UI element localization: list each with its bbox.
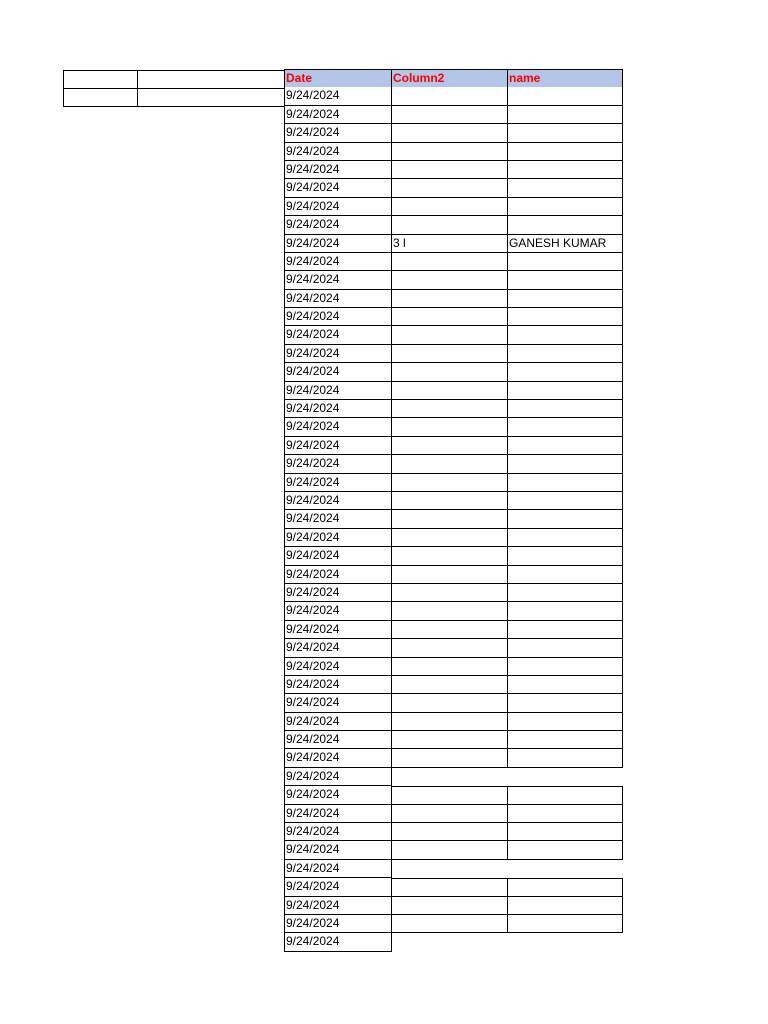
table-row: [284, 437, 623, 455]
column2-cell[interactable]: [391, 749, 507, 767]
table-row: [284, 455, 623, 473]
column2-cell[interactable]: [391, 860, 507, 878]
table-row: [284, 400, 623, 418]
column2-cell[interactable]: [391, 933, 507, 951]
date-cell[interactable]: 9/24/2024: [284, 566, 391, 584]
date-cell[interactable]: 9/24/2024: [284, 492, 391, 510]
name-cell[interactable]: [507, 161, 623, 179]
header-column2[interactable]: Column2: [391, 69, 507, 87]
column2-cell[interactable]: [391, 602, 507, 620]
name-cell[interactable]: [507, 326, 623, 344]
name-cell[interactable]: [507, 676, 623, 694]
table-row: [284, 897, 623, 915]
column2-cell[interactable]: [391, 658, 507, 676]
column2-cell[interactable]: [391, 510, 507, 528]
table-row: [284, 235, 623, 253]
name-cell[interactable]: [507, 510, 623, 528]
date-cell[interactable]: 9/24/2024: [284, 897, 391, 915]
table-row: [284, 143, 623, 161]
side-table-row: [64, 89, 285, 107]
table-row: [284, 492, 623, 510]
date-cell[interactable]: 9/24/2024: [284, 639, 391, 657]
column2-cell[interactable]: [391, 731, 507, 749]
name-cell[interactable]: [507, 87, 623, 105]
table-row: [284, 382, 623, 400]
table-row: [284, 547, 623, 565]
table-row: [284, 271, 623, 289]
date-cell[interactable]: 9/24/2024: [284, 933, 391, 951]
date-cell[interactable]: 9/24/2024: [284, 878, 391, 896]
date-cell[interactable]: 9/24/2024: [284, 529, 391, 547]
date-cell[interactable]: 9/24/2024: [284, 271, 391, 289]
name-cell[interactable]: [507, 805, 623, 823]
column2-cell[interactable]: [391, 124, 507, 142]
side-table-cell[interactable]: [138, 71, 285, 89]
date-cell[interactable]: 9/24/2024: [284, 786, 391, 804]
date-cell[interactable]: 9/24/2024: [284, 841, 391, 859]
date-cell[interactable]: 9/24/2024: [284, 400, 391, 418]
name-cell[interactable]: [507, 621, 623, 639]
table-row: [284, 529, 623, 547]
column2-cell[interactable]: [391, 87, 507, 105]
name-cell[interactable]: [507, 198, 623, 216]
column2-cell[interactable]: [391, 878, 507, 896]
column2-cell[interactable]: [391, 253, 507, 271]
name-cell[interactable]: [507, 841, 623, 859]
column2-cell[interactable]: [391, 566, 507, 584]
column2-cell[interactable]: [391, 547, 507, 565]
column2-cell[interactable]: [391, 492, 507, 510]
table-row: [284, 860, 623, 878]
date-cell[interactable]: 9/24/2024: [284, 437, 391, 455]
name-cell[interactable]: [507, 363, 623, 381]
name-cell[interactable]: [507, 915, 623, 933]
date-cell[interactable]: 9/24/2024: [284, 731, 391, 749]
column2-cell[interactable]: [391, 915, 507, 933]
table-row: [284, 345, 623, 363]
table-row: [284, 308, 623, 326]
name-cell[interactable]: [507, 308, 623, 326]
column2-cell[interactable]: [391, 271, 507, 289]
table-row: [284, 658, 623, 676]
name-cell[interactable]: [507, 124, 623, 142]
header-date[interactable]: Date: [284, 69, 391, 87]
column2-cell[interactable]: [391, 584, 507, 602]
header-row: [284, 69, 623, 87]
column2-cell[interactable]: [391, 529, 507, 547]
table-row: [284, 768, 623, 786]
name-cell[interactable]: [507, 933, 623, 951]
table-row: [284, 915, 623, 933]
name-cell[interactable]: [507, 768, 623, 786]
date-cell[interactable]: 9/24/2024: [284, 547, 391, 565]
name-cell[interactable]: [507, 731, 623, 749]
table-row: [284, 694, 623, 712]
name-cell[interactable]: [507, 290, 623, 308]
column2-cell[interactable]: [391, 713, 507, 731]
spreadsheet-table: [284, 69, 623, 952]
table-row: [284, 786, 623, 804]
table-row: [284, 841, 623, 859]
date-cell[interactable]: 9/24/2024: [284, 860, 391, 878]
column2-cell[interactable]: [391, 161, 507, 179]
name-cell[interactable]: [507, 418, 623, 436]
table-row: [284, 198, 623, 216]
date-cell[interactable]: 9/24/2024: [284, 749, 391, 767]
column2-cell[interactable]: [391, 455, 507, 473]
date-cell[interactable]: 9/24/2024: [284, 106, 391, 124]
column2-cell[interactable]: [391, 786, 507, 804]
date-cell[interactable]: 9/24/2024: [284, 602, 391, 620]
date-cell[interactable]: 9/24/2024: [284, 658, 391, 676]
table-row: [284, 602, 623, 620]
table-row: [284, 124, 623, 142]
table-row: [284, 161, 623, 179]
date-cell[interactable]: 9/24/2024: [284, 676, 391, 694]
column2-cell[interactable]: [391, 216, 507, 234]
table-row: [284, 878, 623, 896]
column2-cell[interactable]: 3 l: [391, 235, 507, 253]
name-cell[interactable]: [507, 474, 623, 492]
name-cell[interactable]: [507, 823, 623, 841]
name-cell[interactable]: GANESH KUMAR: [507, 235, 623, 253]
name-cell[interactable]: [507, 345, 623, 363]
name-cell[interactable]: [507, 382, 623, 400]
name-cell[interactable]: [507, 437, 623, 455]
date-cell[interactable]: 9/24/2024: [284, 345, 391, 363]
name-cell[interactable]: [507, 106, 623, 124]
column2-cell[interactable]: [391, 382, 507, 400]
date-cell[interactable]: 9/24/2024: [284, 235, 391, 253]
name-cell[interactable]: [507, 216, 623, 234]
column2-cell[interactable]: [391, 639, 507, 657]
name-cell[interactable]: [507, 713, 623, 731]
date-cell[interactable]: 9/24/2024: [284, 805, 391, 823]
name-cell[interactable]: [507, 786, 623, 804]
date-cell[interactable]: 9/24/2024: [284, 584, 391, 602]
name-cell[interactable]: [507, 639, 623, 657]
header-name[interactable]: name: [507, 69, 623, 87]
column2-cell[interactable]: [391, 805, 507, 823]
side-table-cell[interactable]: [64, 89, 138, 107]
name-cell[interactable]: [507, 749, 623, 767]
table-row: [284, 621, 623, 639]
name-cell[interactable]: [507, 658, 623, 676]
side-table-row: [64, 71, 285, 89]
table-row: [284, 584, 623, 602]
date-cell[interactable]: 9/24/2024: [284, 621, 391, 639]
name-cell[interactable]: [507, 584, 623, 602]
name-cell[interactable]: [507, 694, 623, 712]
side-table-cell[interactable]: [138, 89, 285, 107]
date-cell[interactable]: 9/24/2024: [284, 253, 391, 271]
name-cell[interactable]: [507, 253, 623, 271]
date-cell[interactable]: 9/24/2024: [284, 418, 391, 436]
date-cell[interactable]: 9/24/2024: [284, 216, 391, 234]
name-cell[interactable]: [507, 455, 623, 473]
empty-side-table: [63, 70, 285, 107]
table-row: [284, 566, 623, 584]
column2-cell[interactable]: [391, 841, 507, 859]
table-row: [284, 639, 623, 657]
date-cell[interactable]: 9/24/2024: [284, 290, 391, 308]
date-cell[interactable]: 9/24/2024: [284, 198, 391, 216]
column2-cell[interactable]: [391, 308, 507, 326]
column2-cell[interactable]: [391, 179, 507, 197]
name-cell[interactable]: [507, 897, 623, 915]
column2-cell[interactable]: [391, 400, 507, 418]
date-cell[interactable]: 9/24/2024: [284, 161, 391, 179]
date-cell[interactable]: 9/24/2024: [284, 143, 391, 161]
name-cell[interactable]: [507, 143, 623, 161]
date-cell[interactable]: 9/24/2024: [284, 713, 391, 731]
name-cell[interactable]: [507, 400, 623, 418]
date-cell[interactable]: 9/24/2024: [284, 915, 391, 933]
date-cell[interactable]: 9/24/2024: [284, 363, 391, 381]
column2-cell[interactable]: [391, 326, 507, 344]
column2-cell[interactable]: [391, 143, 507, 161]
date-cell[interactable]: 9/24/2024: [284, 474, 391, 492]
table-row: [284, 933, 623, 951]
name-cell[interactable]: [507, 547, 623, 565]
table-row: [284, 106, 623, 124]
column2-cell[interactable]: [391, 437, 507, 455]
table-row: [284, 474, 623, 492]
table-row: [284, 363, 623, 381]
column2-cell[interactable]: [391, 676, 507, 694]
date-cell[interactable]: 9/24/2024: [284, 124, 391, 142]
column2-cell[interactable]: [391, 106, 507, 124]
column2-cell[interactable]: [391, 823, 507, 841]
date-cell[interactable]: 9/24/2024: [284, 510, 391, 528]
name-cell[interactable]: [507, 566, 623, 584]
table-row: [284, 510, 623, 528]
name-cell[interactable]: [507, 179, 623, 197]
table-body: [284, 87, 623, 951]
column2-cell[interactable]: [391, 768, 507, 786]
column2-cell[interactable]: [391, 474, 507, 492]
table-row: [284, 326, 623, 344]
column2-cell[interactable]: [391, 418, 507, 436]
table-row: [284, 731, 623, 749]
name-cell[interactable]: [507, 878, 623, 896]
table-row: [284, 805, 623, 823]
date-cell[interactable]: 9/24/2024: [284, 382, 391, 400]
name-cell[interactable]: [507, 529, 623, 547]
date-cell[interactable]: 9/24/2024: [284, 179, 391, 197]
side-table-cell[interactable]: [64, 71, 138, 89]
date-cell[interactable]: 9/24/2024: [284, 768, 391, 786]
name-cell[interactable]: [507, 860, 623, 878]
name-cell[interactable]: [507, 271, 623, 289]
table-row: [284, 749, 623, 767]
date-cell[interactable]: 9/24/2024: [284, 326, 391, 344]
column2-cell[interactable]: [391, 363, 507, 381]
table-row: [284, 216, 623, 234]
date-cell[interactable]: 9/24/2024: [284, 87, 391, 105]
table-row: [284, 290, 623, 308]
table-row: [284, 253, 623, 271]
table-row: [284, 713, 623, 731]
table-row: [284, 179, 623, 197]
column2-cell[interactable]: [391, 694, 507, 712]
date-cell[interactable]: 9/24/2024: [284, 694, 391, 712]
column2-cell[interactable]: [391, 897, 507, 915]
table-row: [284, 823, 623, 841]
column2-cell[interactable]: [391, 290, 507, 308]
column2-cell[interactable]: [391, 198, 507, 216]
name-cell[interactable]: [507, 492, 623, 510]
column2-cell[interactable]: [391, 621, 507, 639]
table-row: [284, 676, 623, 694]
table-row: [284, 87, 623, 105]
date-cell[interactable]: 9/24/2024: [284, 308, 391, 326]
name-cell[interactable]: [507, 602, 623, 620]
table-row: [284, 418, 623, 436]
column2-cell[interactable]: [391, 345, 507, 363]
date-cell[interactable]: 9/24/2024: [284, 455, 391, 473]
date-cell[interactable]: 9/24/2024: [284, 823, 391, 841]
